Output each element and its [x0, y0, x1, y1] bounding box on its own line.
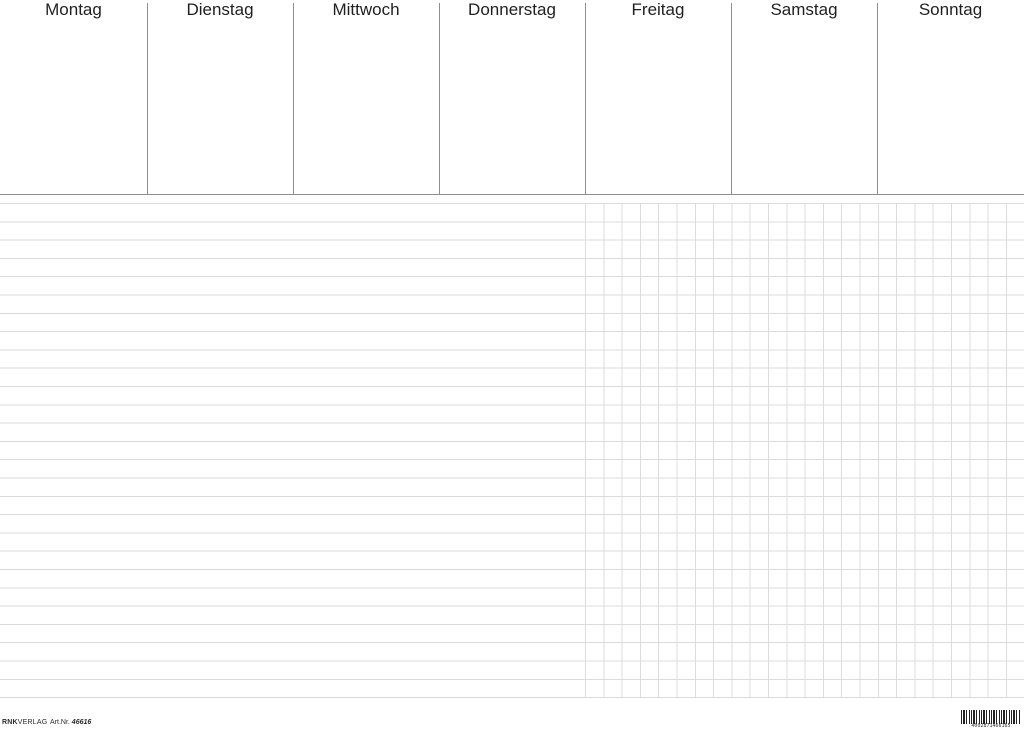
day-label: Donnerstag [468, 0, 556, 19]
day-column-saturday [731, 0, 877, 195]
barcode-bars [961, 710, 1021, 724]
day-column-monday [0, 0, 147, 195]
article-number: Art.Nr. 46616 [50, 719, 92, 726]
day-label: Sonntag [918, 0, 983, 19]
day-label: Dienstag [186, 0, 254, 19]
grid-notes-area [585, 203, 1024, 698]
barcode [961, 710, 1021, 730]
barcode-number: 4002871466165 [971, 723, 1011, 729]
header-bottom-rule [0, 194, 1024, 195]
day-label: Montag [45, 0, 102, 19]
day-column-thursday [439, 0, 585, 195]
day-column-tuesday [147, 0, 293, 195]
weekday-header [0, 0, 1024, 195]
day-column-wednesday [293, 0, 439, 195]
lined-notes-area [0, 203, 585, 698]
publisher-logo: RNKVERLAG [2, 719, 48, 726]
day-label: Freitag [631, 0, 685, 19]
day-label: Mittwoch [332, 0, 400, 19]
day-column-friday [585, 0, 731, 195]
day-column-sunday [877, 0, 1024, 195]
day-label: Samstag [770, 0, 838, 19]
